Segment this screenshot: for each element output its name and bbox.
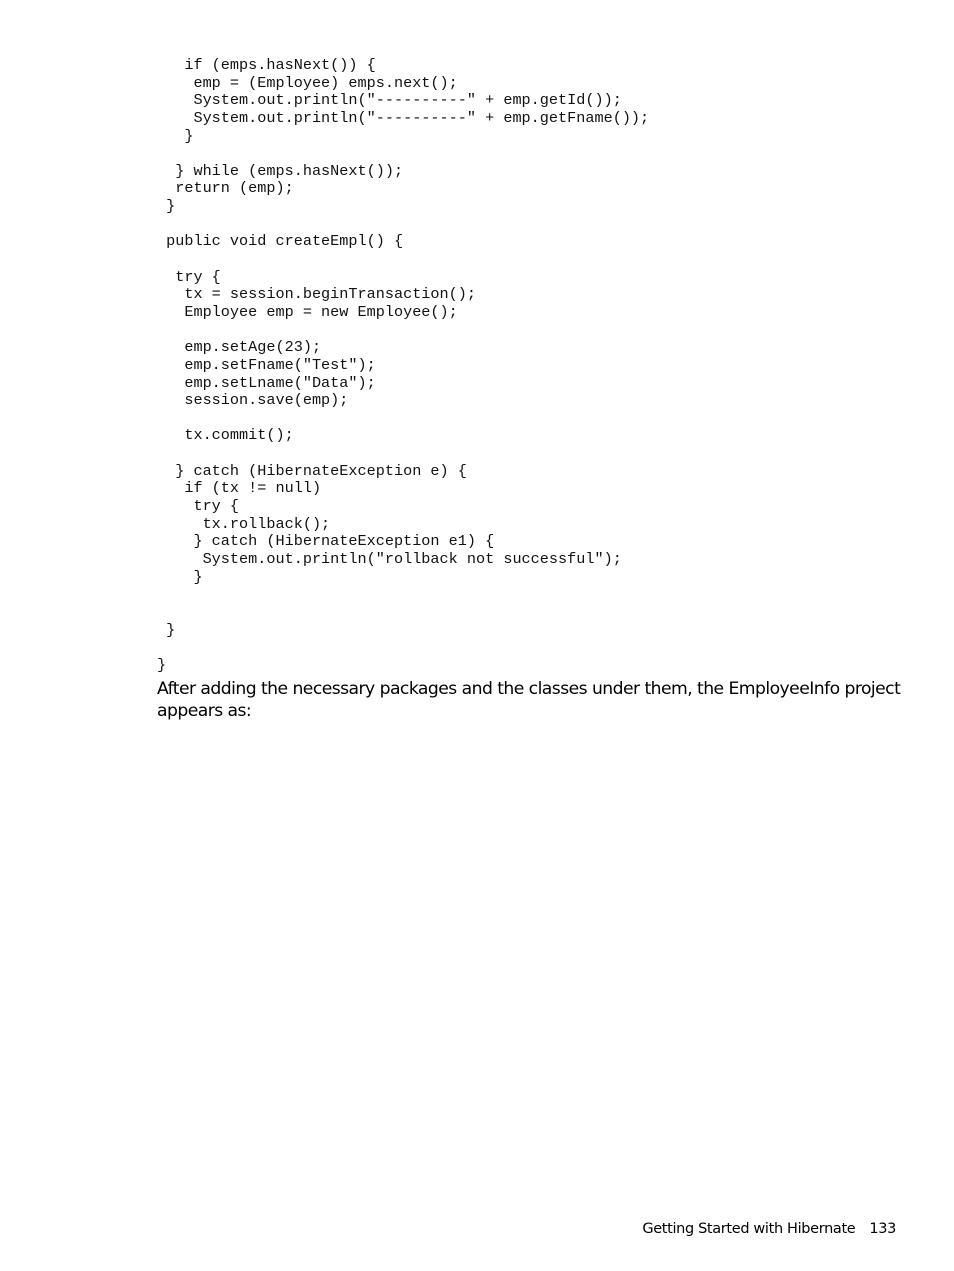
code-line: if (emps.hasNext()) {	[157, 56, 376, 74]
code-line	[157, 639, 917, 657]
code-line: emp = (Employee) emps.next();	[157, 73, 458, 92]
code-line	[157, 145, 917, 163]
code-line	[157, 586, 917, 604]
code-line: return (emp);	[157, 179, 294, 198]
code-line: session.save(emp);	[157, 391, 349, 410]
code-line: public void createEmpl() {	[157, 232, 404, 251]
code-line: tx.commit();	[157, 426, 294, 445]
code-line: System.out.println("----------" + emp.getFname());	[157, 108, 650, 127]
code-line: } while (emps.hasNext());	[157, 161, 404, 180]
code-line: } catch (HibernateException e1) {	[157, 532, 495, 551]
code-line	[157, 410, 917, 428]
code-line: Employee emp = new Employee();	[157, 302, 458, 321]
code-line: }	[157, 655, 167, 674]
code-line	[157, 251, 917, 269]
body-paragraph: After adding the necessary packages and the classes under them, the EmployeeInfo project appears as:	[157, 679, 901, 721]
code-line	[157, 445, 917, 463]
code-line: } catch (HibernateException e) {	[157, 461, 467, 480]
code-line	[157, 322, 917, 340]
code-line: try {	[157, 497, 240, 516]
code-line: try {	[157, 267, 221, 286]
page-number: 133	[869, 1221, 896, 1237]
code-line: }	[157, 620, 176, 639]
code-line: System.out.println("rollback not successful");	[157, 549, 622, 568]
code-line: if (tx != null)	[157, 479, 322, 498]
code-line: emp.setAge(23);	[157, 338, 322, 357]
code-line: }	[157, 567, 203, 586]
code-line: System.out.println("----------" + emp.getId());	[157, 91, 622, 110]
code-line	[157, 604, 917, 622]
code-line: emp.setLname("Data");	[157, 373, 376, 392]
code-line: tx.rollback();	[157, 514, 331, 533]
page-footer	[642, 1221, 896, 1237]
code-line: }	[157, 126, 194, 145]
code-line: }	[157, 197, 176, 216]
code-line: emp.setFname("Test");	[157, 355, 376, 374]
code-line	[157, 216, 917, 234]
footer-section-title: Getting Started with Hibernate	[642, 1221, 856, 1237]
code-listing	[157, 57, 917, 674]
code-line: tx = session.beginTransaction();	[157, 285, 476, 304]
